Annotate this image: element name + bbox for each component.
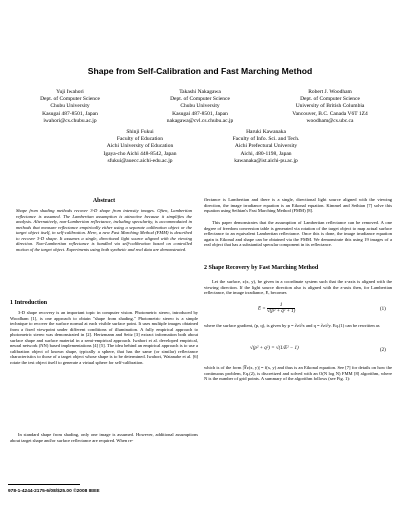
author-affiliation: Faculty of Education — [116, 136, 164, 143]
author-email: woodham@cs.ubc.ca — [306, 117, 354, 124]
author-name: Robert J. Woodham — [308, 89, 352, 95]
author-address: Kasugai 487-8501, Japan — [172, 110, 228, 117]
author-email: kawanaka@ist.aichi-pu.ac.jp — [234, 157, 298, 164]
author-affiliation: Chubu University — [50, 103, 90, 110]
equation-numerator: 1 — [279, 303, 283, 308]
paper-title: Shape from Self-Calibration and Fast Marching Method — [87, 66, 313, 76]
intro-paragraph: In standard shape from shading, only one image is assumed. However, additional assumptions about target shape and/or surface reflectance are required. When re- — [10, 432, 198, 443]
author-address: Kasugai 487-8501, Japan — [42, 110, 98, 117]
equation-number: (2) — [380, 348, 386, 353]
body-paragraph: which is of the form |∇z(x, y)| = f(x, y) and thus is an Eikonal equation. See [7] for details on how the continuous problem, Eq.(2), is discretized and solved with an O(N log N) FMM [8] algorithm, where N is the number of grid points. A summary of the algorithm follows (see Fig. 1): — [204, 365, 392, 382]
author-email: iwahori@cs.chubu.ac.jp — [43, 117, 97, 124]
abstract-heading: Abstract — [92, 198, 116, 204]
author-block — [80, 129, 200, 165]
body-paragraph: Let the surface, z(x, y), be given in a coordinate system such that the z-axis is aligned with the viewing direction. If the light source direction also is aligned with the z-axis then, for Lambertian reflectance, the image irradiance, E, becomes — [204, 279, 392, 296]
author-affiliation: University of British Columbia — [295, 103, 365, 110]
author-affiliation: Dept. of Computer Science — [40, 96, 100, 103]
equation-lhs: E = — [258, 306, 266, 312]
author-address: Vancouver, B.C. Canada V6T 1Z4 — [292, 110, 368, 117]
intro-paragraph: 3-D shape recovery is an important topic in computer vision. Photometric stereo, introduced by Woodham [1], is one approach to obtain "shape from shading." Photometric stereo is a simple technique to recover the surface normal at each visible surface point. It uses multiple images obtained from a fixed viewpoint under different conditions of illumination. A fully empirical approach to photometric stereo was demonstrated in [2]. Hertzmann and Seitz [3] extract information both about surface shape and surface material in a semi-empirical approach. Iwahori et al. developed empirical, neural network (NN) based implementations [4] [5]. The idea behind an empirical approach is to use a calibration object of known shape, typically a sphere, that has the same (or similar) reflectance characteristics to those of a target object whose shape is to be determined. Iwahori, Watanabe et al. [6] rotate the test object itself to generate a virtual sphere for self-calibration. — [10, 310, 198, 365]
author-address: Igaya-cho Aichi 448-8542, Japan — [103, 150, 177, 157]
author-affiliation: Faculty of Info. Sci. and Tech. — [232, 136, 300, 143]
author-affiliation: Chubu University — [180, 103, 220, 110]
author-email: nakagawa@cvl.cs.chubu.ac.jp — [166, 117, 234, 124]
body-paragraph: This paper demonstrates that the assumption of Lambertian reflectance can be removed. A one degree of freedom conversion table is generated via rotation of the target object to map actual surface reflectance to an equivalent Lambertian reflectance. Once this is done, the image irradiance equation again is Eikonal and shape can be obtained via the FMM. We demonstrate this using 19 images of a real object that has a substantial specular component in its reflectance. — [204, 220, 392, 248]
author-name: Yuji Iwahori — [56, 89, 84, 95]
equation-fraction — [267, 303, 295, 314]
author-name: Shinji Fukui — [126, 129, 154, 135]
equation-lhs: √(p² + q²) = — [250, 346, 275, 351]
abstract-text: Shape from shading methods recover 3-D shape from intensity images. Often, Lambertian reflectance is assumed. The Lambertian assumption is attractive because it simplifies the analysis. Alternatively, non-Lambertian reflectance, including specularity, is accommodated in methods that measure reflectance empirically either using a separate calibration object or the target object itself, in self-calibration. Here, a new Fast Marching Method (FMM) is described to recover 3-D shape. It assumes a single, directional light source aligned with the viewing direction. Non-Lambertian reflectance is handled via self-calibration based on controlled motion of the target object. Experiments using both synthetic and real data are demonstrated. — [16, 208, 192, 252]
equation-rhs: √(1/E² − 1) — [275, 346, 299, 351]
author-block — [268, 89, 392, 125]
author-affiliation: Aichi University of Education — [106, 143, 174, 150]
author-affiliation: Aichi Prefectural University — [234, 143, 298, 150]
copyright-footer: 978-1-4244-2175-6/08/$25.00 ©2008 IEEE — [8, 489, 100, 494]
author-block — [206, 129, 326, 165]
body-paragraph: where the surface gradient, (p, q), is given by p = ∂z/∂x and q = ∂z/∂y. Eq.(1) can be rewritten as — [204, 323, 380, 328]
author-block — [10, 89, 130, 125]
body-paragraph: flectance is Lambertian and there is a single, directional light source aligned with the viewing direction, the image irradiance equation is an Eikonal equation. Kimmel and Sethian [7] solve this equation using Sethian's Fast Marching Method (FMM) [8]. — [204, 197, 392, 214]
section-heading-introduction: 1 Introduction — [10, 300, 48, 306]
author-name: Haruki Kawanaka — [246, 129, 286, 135]
author-affiliation: Dept. of Computer Science — [170, 96, 230, 103]
equation-number: (1) — [380, 307, 386, 312]
author-block — [140, 89, 260, 125]
equation-denominator: √(p² + q² + 1) — [266, 309, 296, 314]
footer-rule — [8, 484, 80, 485]
author-name: Takashi Nakagawa — [179, 89, 221, 95]
author-email: sfukui@auecc.aichi-edu.ac.jp — [107, 157, 173, 164]
section-heading-shape-recovery: 2 Shape Recovery by Fast Marching Method — [204, 265, 319, 271]
equation-2 — [250, 346, 299, 351]
author-address: Aichi, 480-1198, Japan — [240, 150, 292, 157]
author-affiliation: Dept. of Computer Science — [300, 96, 360, 103]
equation-1 — [258, 303, 295, 314]
